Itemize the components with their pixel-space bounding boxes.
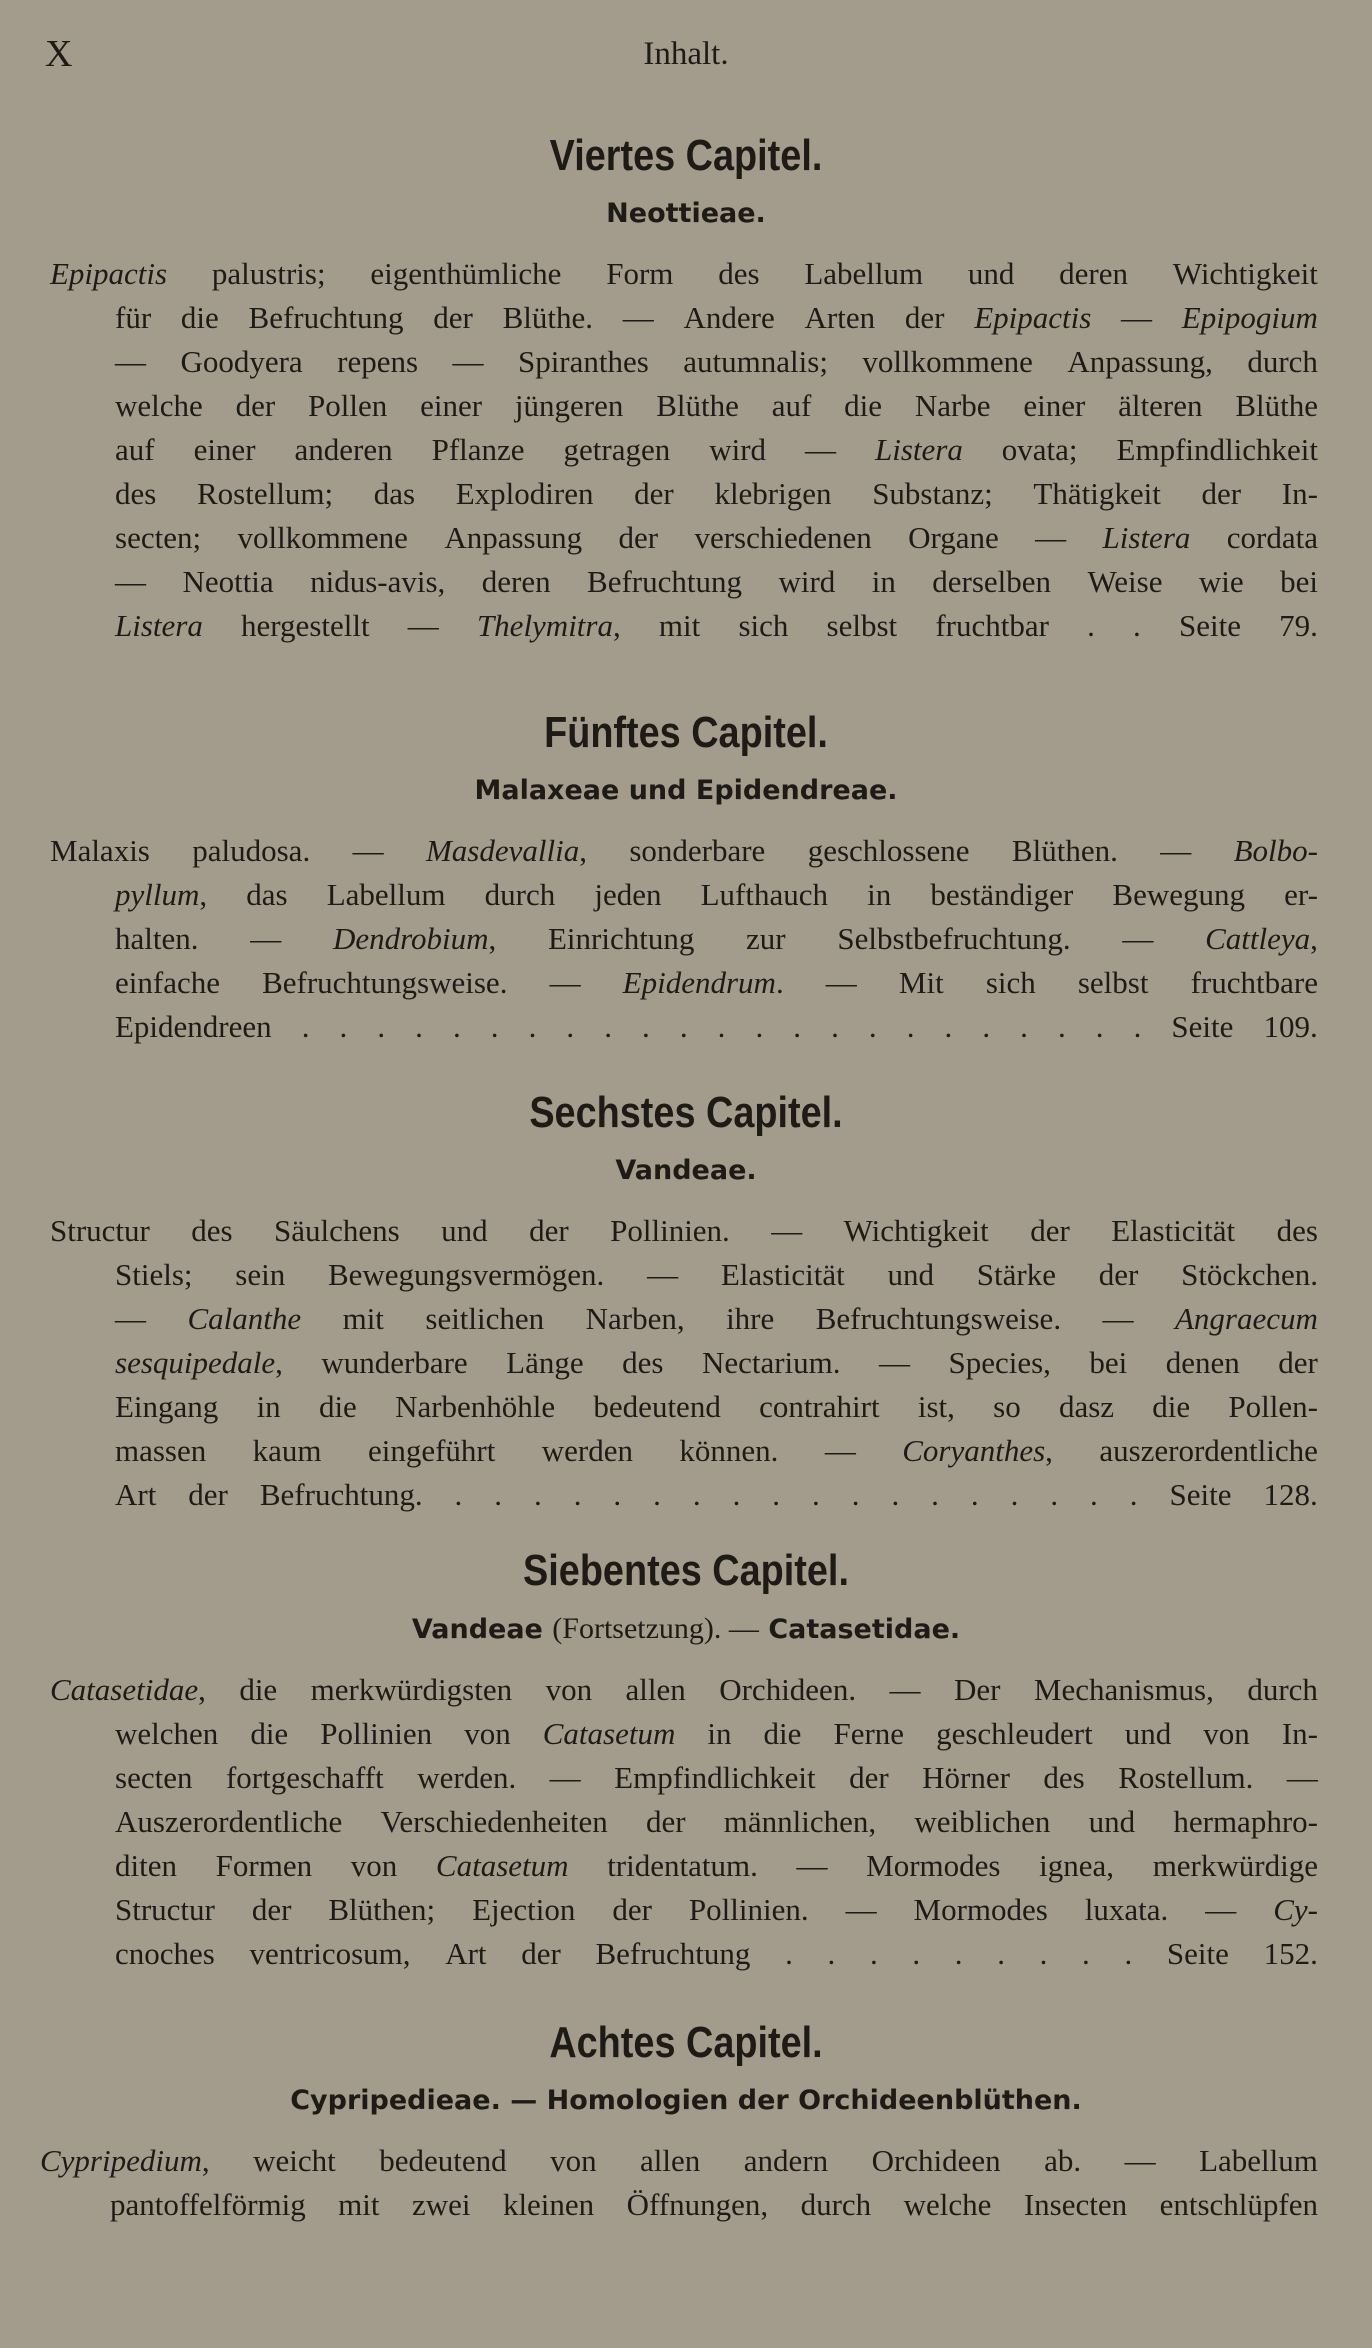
summary-line: einfache Befruchtungsweise. — Epidendrum. — Mit sich selbst fruchtbare	[115, 965, 1318, 1000]
tribe-heading	[0, 1611, 1372, 1648]
chapter-summary	[0, 2139, 1372, 2227]
chapter-5	[0, 705, 1372, 1049]
chapter-title: Sechstes Capitel.	[529, 1088, 843, 1137]
summary-line: Eingang in die Narbenhöhle bedeutend contrahirt ist, so dasz die Pollen-	[115, 1389, 1318, 1424]
summary-line: welche der Pollen einer jüngeren Blüthe auf die Narbe einer älteren Blüthe	[115, 388, 1318, 423]
chapter-summary	[0, 252, 1372, 648]
summary-line: Stiels; sein Bewegungsvermögen. — Elasticität und Stärke der Stöckchen.	[115, 1257, 1318, 1292]
chapter-title: Achtes Capitel.	[549, 2018, 823, 2067]
subtribe-name: Catasetidae.	[768, 1614, 961, 1645]
tribe-heading: Vandeae.	[615, 1155, 757, 1186]
chapter-title: Siebentes Capitel.	[523, 1546, 849, 1595]
summary-line: Epidendreen . . . . . . . . . . . . . . . . . . . . . . . Seite 109.	[115, 1009, 1318, 1044]
summary-line: für die Befruchtung der Blüthe. — Andere Arten der Epipactis — Epipogium	[115, 300, 1318, 335]
summary-line: Listera hergestellt — Thelymitra, mit sich selbst fruchtbar . . Seite 79.	[115, 608, 1318, 643]
tribe-heading: Neottieae.	[606, 198, 766, 229]
summary-line: massen kaum eingeführt werden können. — Coryanthes, auszerordentliche	[115, 1433, 1318, 1468]
chapter-title: Viertes Capitel.	[549, 131, 823, 180]
summary-line: — Calanthe mit seitlichen Narben, ihre Befruchtungsweise. — Angraecum	[115, 1301, 1318, 1336]
running-head	[0, 32, 1372, 82]
summary-line: Structur der Blüthen; Ejection der Pollinien. — Mormodes luxata. — Cy-	[115, 1892, 1318, 1927]
summary-line: Cypripedium, weicht bedeutend von allen andern Orchideen ab. — Labellum	[40, 2143, 1318, 2178]
summary-line: Epipactis palustris; eigenthümliche Form des Labellum und deren Wichtigkeit	[50, 256, 1318, 291]
summary-line: welchen die Pollinien von Catasetum in die Ferne geschleudert und von In-	[115, 1716, 1318, 1751]
page-number: X	[45, 33, 73, 75]
chapter-summary	[0, 1668, 1372, 1976]
summary-line: Structur des Säulchens und der Pollinien. — Wichtigkeit der Elasticität des	[50, 1213, 1318, 1248]
summary-line: auf einer anderen Pflanze getragen wird — Listera ovata; Empfindlichkeit	[115, 432, 1318, 467]
summary-line: cnoches ventricosum, Art der Befruchtung . . . . . . . . . Seite 152.	[115, 1936, 1318, 1971]
chapter-4	[0, 128, 1372, 648]
chapter-summary	[0, 1209, 1372, 1517]
summary-line: Art der Befruchtung. . . . . . . . . . . . . . . . . . . Seite 128.	[115, 1477, 1318, 1512]
summary-line: des Rostellum; das Explodiren der klebrigen Substanz; Thätigkeit der In-	[115, 476, 1318, 511]
chapter-6	[0, 1085, 1372, 1517]
summary-line: Catasetidae, die merkwürdigsten von allen Orchideen. — Der Mechanismus, durch	[50, 1672, 1318, 1707]
summary-line: — Neottia nidus-avis, deren Befruchtung wird in derselben Weise wie bei	[115, 564, 1318, 599]
tribe-heading: Cypripedieae. — Homologien der Orchideenblüthen.	[290, 2085, 1082, 2116]
summary-line: diten Formen von Catasetum tridentatum. — Mormodes ignea, merkwürdige	[115, 1848, 1318, 1883]
summary-line: secten; vollkommene Anpassung der verschiedenen Organe — Listera cordata	[115, 520, 1318, 555]
summary-line: Malaxis paludosa. — Masdevallia, sonderbare geschlossene Blüthen. — Bolbo-	[50, 833, 1318, 868]
summary-line: secten fortgeschafft werden. — Empfindlichkeit der Hörner des Rostellum. —	[115, 1760, 1318, 1795]
summary-line: sesquipedale, wunderbare Länge des Nectarium. — Species, bei denen der	[115, 1345, 1318, 1380]
summary-line: pyllum, das Labellum durch jeden Lufthauch in beständiger Bewegung er-	[115, 877, 1318, 912]
summary-line: — Goodyera repens — Spiranthes autumnalis; vollkommene Anpassung, durch	[115, 344, 1318, 379]
chapter-8	[0, 2015, 1372, 2227]
chapter-7	[0, 1543, 1372, 1976]
summary-line: pantoffelförmig mit zwei kleinen Öffnungen, durch welche Insecten entschlüpfen	[110, 2187, 1318, 2222]
tribe-note: (Fortsetzung). —	[552, 1612, 759, 1645]
summary-line: Auszerordentliche Verschiedenheiten der männlichen, weiblichen und hermaphro-	[115, 1804, 1318, 1839]
tribe-name: Vandeae	[411, 1614, 543, 1645]
summary-line: halten. — Dendrobium, Einrichtung zur Selbstbefruchtung. — Cattleya,	[115, 921, 1318, 956]
chapter-title: Fünftes Capitel.	[544, 708, 828, 757]
running-title: Inhalt.	[643, 36, 729, 72]
tribe-heading: Malaxeae und Epidendreae.	[474, 775, 898, 806]
chapter-summary	[0, 829, 1372, 1049]
